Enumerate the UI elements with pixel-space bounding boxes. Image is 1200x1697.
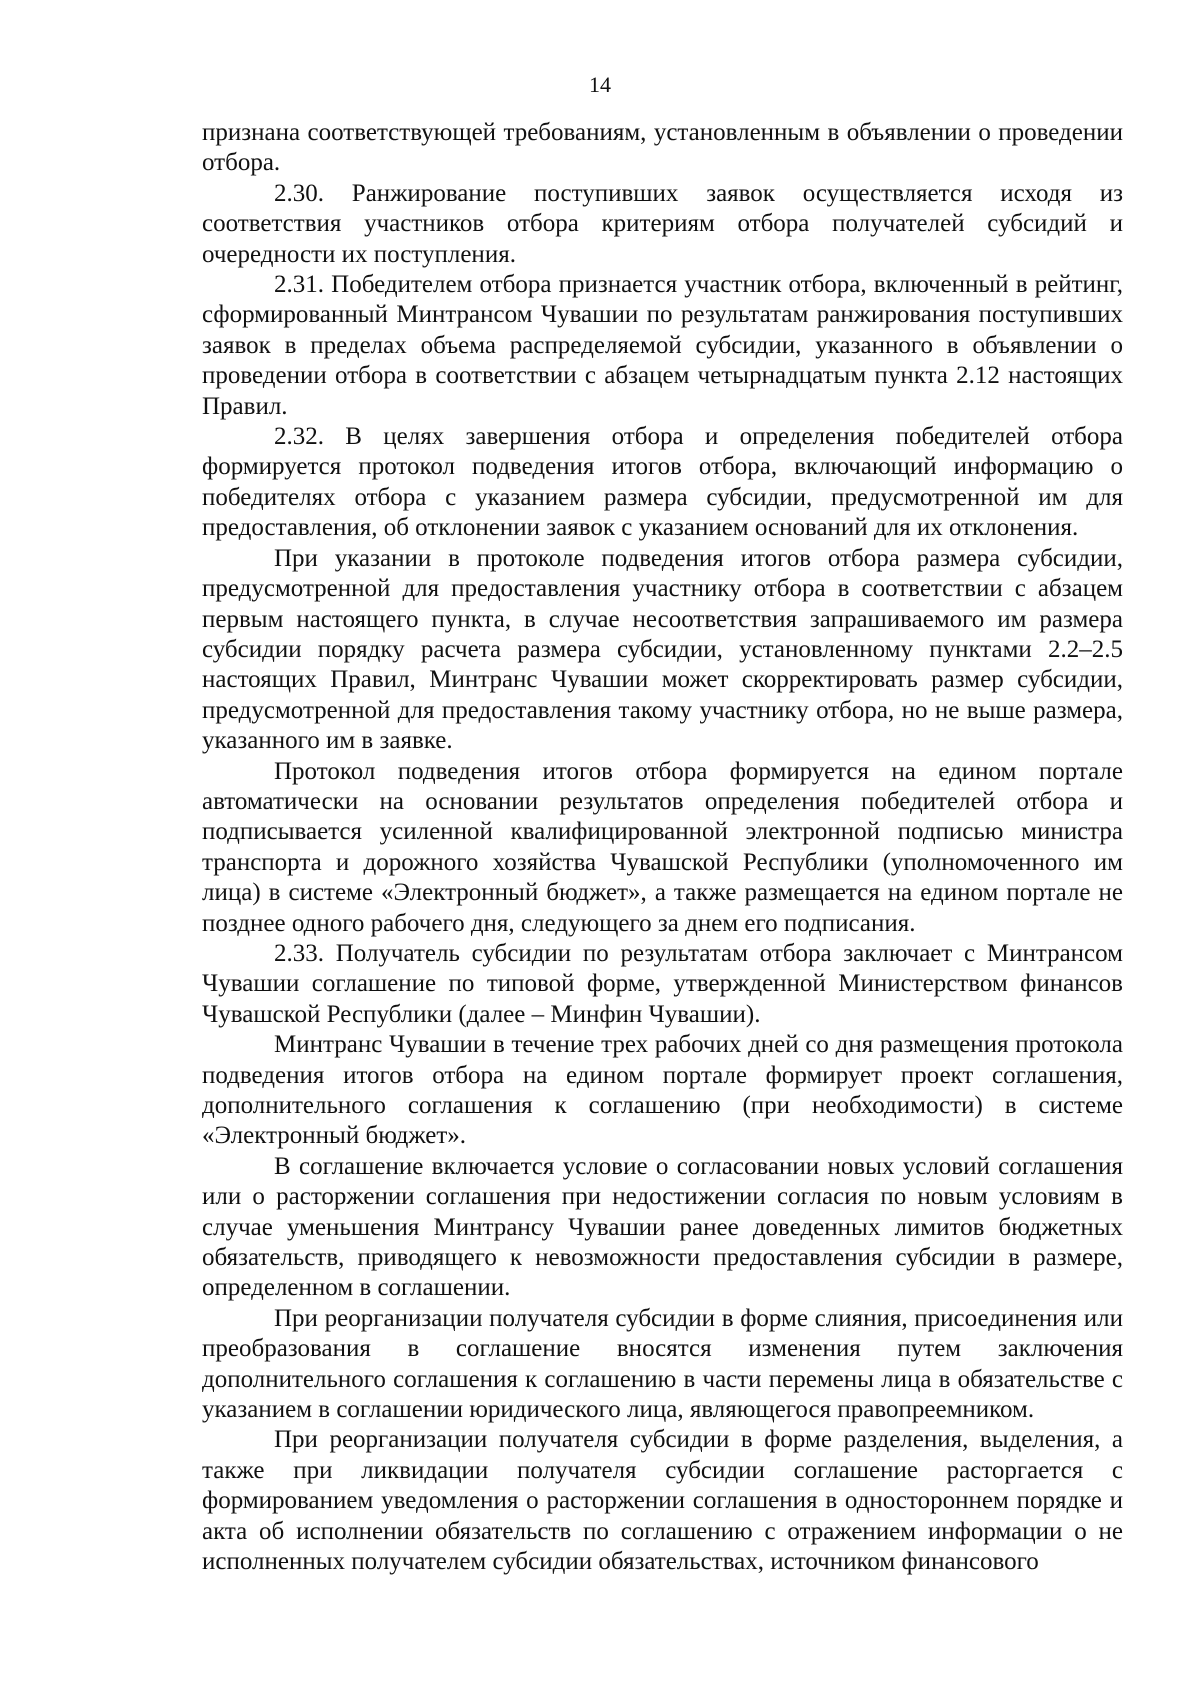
- document-body: [202, 118, 1123, 1578]
- paragraph-2-32: 2.32. В целях завершения отбора и определения победителей отбора формируется протокол подведения итогов отбора, включающий информацию о победителях отбора с указанием размера субсидии, предусмотренной им для предоставления, об отклонении заявок с указанием оснований для их отклонения.: [202, 423, 1123, 542]
- paragraph-agreement-conditions: В соглашение включается условие о согласовании новых условий соглашения или о расторжении соглашения при недостижении согласия по новым условиям в случае уменьшения Минтрансу Чувашии ранее доведенных лимитов бюджетных обязательств, приводящего к невозможности предоставления субсидии в размере, определенном в соглашении.: [202, 1152, 1123, 1302]
- paragraph-agreement-draft: Минтранс Чувашии в течение трех рабочих дней со дня размещения протокола подведения итогов отбора на едином портале формирует проект соглашения, дополнительного соглашения к соглашению (при необходимости) в системе «Электронный бюджет».: [202, 1031, 1123, 1150]
- paragraph-2-31: 2.31. Победителем отбора признается участник отбора, включенный в рейтинг, сформированный Минтрансом Чувашии по результатам ранжирования поступивших заявок в пределах объема распределяемой субсидии, указанного в объявлении о проведении отбора в соответствии с абзацем четырнадцатым пункта 2.12 настоящих Правил.: [202, 271, 1123, 420]
- paragraph-2-30: 2.30. Ранжирование поступивших заявок осуществляется исходя из соответствия участников отбора критериям отбора получателей субсидий и очередности их поступления.: [202, 179, 1123, 268]
- paragraph-reorganization-merger: При реорганизации получателя субсидии в форме слияния, присоединения или преобразования в соглашение вносятся изменения путем заключения дополнительного соглашения к соглашению в части перемены лица в обязательстве с указанием в соглашении юридического лица, являющегося правопреемником.: [202, 1304, 1123, 1424]
- paragraph-protocol-signing: Протокол подведения итогов отбора формируется на едином портале автоматически на основании результатов определения победителей отбора и подписывается усиленной квалифицированной электронной подписью министра транспорта и дорожного хозяйства Чувашской Республики (уполномоченного им лица) в системе «Электронный бюджет», а также размещается на едином портале не позднее одного рабочего дня, следующего за днем его подписания.: [202, 757, 1123, 937]
- paragraph-subsidy-correction: При указании в протоколе подведения итогов отбора размера субсидии, предусмотренной для предоставления участнику отбора в соответствии с абзацем первым настоящего пункта, в случае несоответствия запрашиваемого им размера субсидии порядку расчета размера субсидии, установленному пунктами 2.2–2.5 настоящих Правил, Минтранс Чувашии может скорректировать размер субсидии, предусмотренной для предоставления такому участнику отбора, но не выше размера, указанного им в заявке.: [202, 544, 1123, 755]
- paragraph-reorganization-division: При реорганизации получателя субсидии в форме разделения, выделения, а также при ликвидации получателя субсидии соглашение расторгается с формированием уведомления о расторжении соглашения в одностороннем порядке и акта об исполнении обязательств по соглашению с отражением информации о не исполненных получателем субсидии обязательствах, источником финансового: [202, 1426, 1123, 1576]
- paragraph-2-33: 2.33. Получатель субсидии по результатам отбора заключает с Минтрансом Чувашии соглашение по типовой форме, утвержденной Министерством финансов Чувашской Республики (далее – Минфин Чувашии).: [202, 939, 1123, 1028]
- page-number: 14: [589, 72, 611, 97]
- paragraph-continuation: признана соответствующей требованиям, установленным в объявлении о проведении отбора.: [202, 119, 1123, 177]
